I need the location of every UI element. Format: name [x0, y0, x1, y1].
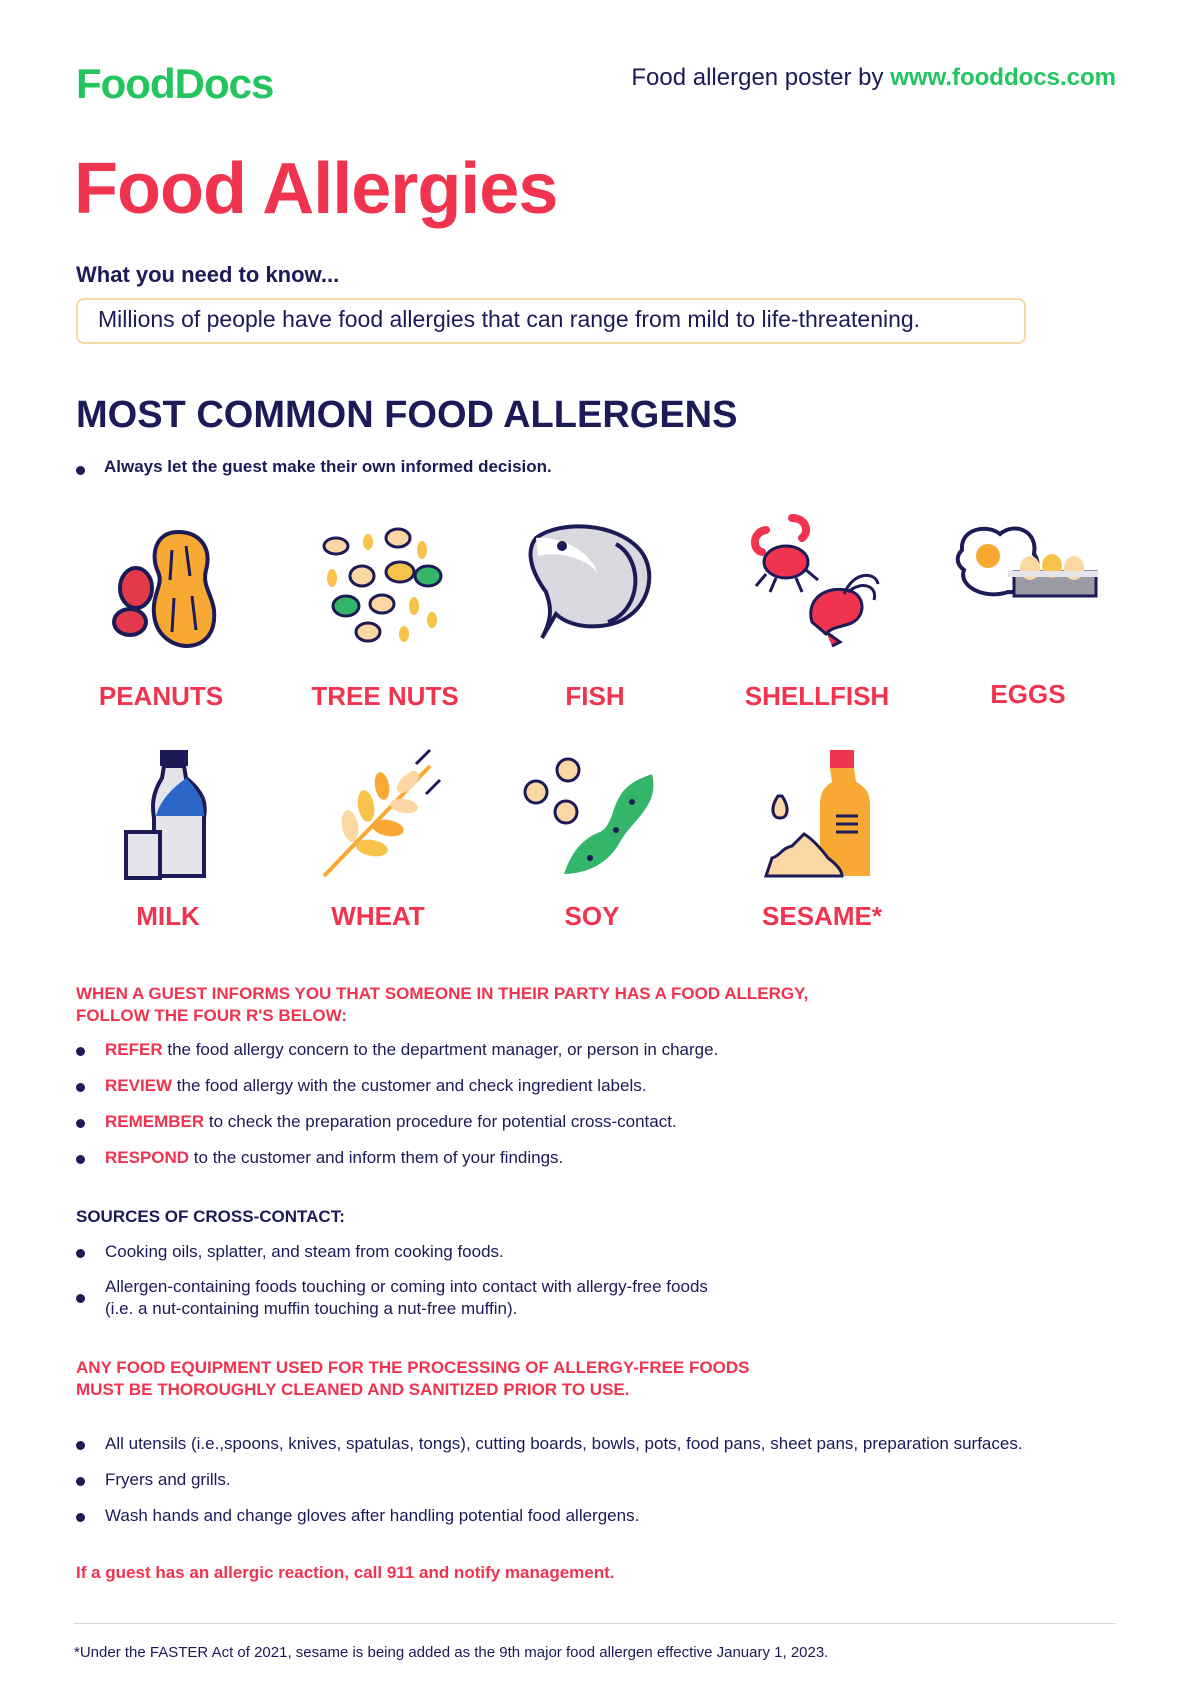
four-rs-heading [76, 983, 808, 1027]
eggs-icon [948, 510, 1098, 660]
four-rs-heading-line2: FOLLOW THE FOUR R'S BELOW: [76, 1006, 347, 1025]
bullet-dot [76, 1119, 85, 1128]
page-title: Food Allergies [74, 149, 558, 229]
equipment-item: All utensils (i.e.,spoons, knives, spatulas, tongs), cutting boards, bowls, pots, food pans, sheet pans, preparation surfaces. [105, 1434, 1023, 1453]
equipment-item: Fryers and grills. [105, 1470, 231, 1489]
website-link[interactable]: www.fooddocs.com [890, 64, 1116, 91]
four-rs-text: to check the preparation procedure for potential cross-contact. [204, 1112, 677, 1131]
emergency-note: If a guest has an allergic reaction, call 911 and notify management. [76, 1563, 615, 1582]
four-rs-text: the food allergy with the customer and check ingredient labels. [172, 1076, 647, 1095]
footer-divider [74, 1623, 1116, 1624]
equipment-item: Wash hands and change gloves after handling potential food allergens. [105, 1506, 640, 1525]
cross-contact-item [105, 1276, 708, 1320]
intro-text: Millions of people have food allergies that can range from mild to life-threatening. [98, 306, 921, 332]
four-rs-item-review [105, 1075, 646, 1097]
brand-logo: FoodDocs [76, 60, 274, 107]
page-subtitle: What you need to know... [76, 262, 340, 287]
bullet-dot [76, 1513, 85, 1522]
cross-contact-item [105, 1241, 504, 1263]
milk-icon [110, 746, 260, 896]
bullet-dot [76, 1294, 85, 1303]
bullet-dot [76, 1249, 85, 1258]
fish-icon [520, 510, 670, 660]
allergen-label-peanuts: PEANUTS [98, 681, 224, 711]
cross-contact-item-line1: Cooking oils, splatter, and steam from cooking foods. [105, 1242, 504, 1261]
equipment-heading-line1: ANY FOOD EQUIPMENT USED FOR THE PROCESSING OF ALLERGY-FREE FOODS [76, 1358, 750, 1377]
equipment-heading-line2: MUST BE THOROUGHLY CLEANED AND SANITIZED PRIOR TO USE. [76, 1380, 630, 1399]
header-tagline [631, 64, 1116, 92]
allergens-heading: MOST COMMON FOOD ALLERGENS [76, 394, 738, 436]
bullet-dot [76, 1047, 85, 1056]
four-rs-heading-line1: WHEN A GUEST INFORMS YOU THAT SOMEONE IN THEIR PARTY HAS A FOOD ALLERGY, [76, 984, 809, 1003]
equipment-heading [76, 1357, 749, 1401]
allergens-note: Always let the guest make their own informed decision. [104, 457, 552, 476]
four-rs-item-respond [105, 1147, 563, 1169]
allergen-label-wheat: WHEAT [331, 901, 425, 931]
four-rs-item-remember [105, 1111, 677, 1133]
allergen-label-sesame: SESAME* [762, 901, 882, 931]
bullet-dot [76, 1441, 85, 1450]
soy-icon [520, 746, 670, 896]
cross-contact-item-line1: Allergen-containing foods touching or coming into contact with allergy-free foods [105, 1277, 708, 1296]
tree-nuts-icon [306, 510, 456, 660]
peanut-icon [86, 510, 236, 660]
cross-contact-item-line2: (i.e. a nut-containing muffin touching a nut-free muffin). [105, 1299, 518, 1318]
allergen-label-shellfish: SHELLFISH [744, 681, 890, 711]
bullet-dot [76, 1477, 85, 1486]
four-rs-item-refer [105, 1039, 718, 1061]
four-rs-keyword: REVIEW [105, 1076, 173, 1095]
cross-contact-heading: SOURCES OF CROSS-CONTACT: [76, 1207, 345, 1226]
allergen-label-milk: MILK [136, 901, 200, 931]
allergen-label-fish: FISH [565, 681, 625, 711]
tagline-prefix: Food allergen poster by [631, 64, 884, 91]
four-rs-keyword: REMEMBER [105, 1112, 205, 1131]
shellfish-icon [736, 510, 886, 660]
four-rs-keyword: REFER [105, 1040, 163, 1059]
allergen-label-eggs: EGGS [990, 679, 1066, 709]
sesame-icon [758, 746, 908, 896]
bullet-dot [76, 1083, 85, 1092]
four-rs-text: the food allergy concern to the department manager, or person in charge. [162, 1040, 719, 1059]
allergen-label-tree-nuts: TREE NUTS [311, 681, 459, 711]
bullet-dot [76, 1155, 85, 1164]
four-rs-text: to the customer and inform them of your findings. [189, 1148, 564, 1167]
bullet-dot [76, 466, 85, 475]
allergen-label-soy: SOY [564, 901, 620, 931]
four-rs-keyword: RESPOND [105, 1148, 190, 1167]
footnote: *Under the FASTER Act of 2021, sesame is being added as the 9th major food allergen effective January 1, 2023. [74, 1644, 829, 1661]
wheat-icon [320, 746, 470, 896]
